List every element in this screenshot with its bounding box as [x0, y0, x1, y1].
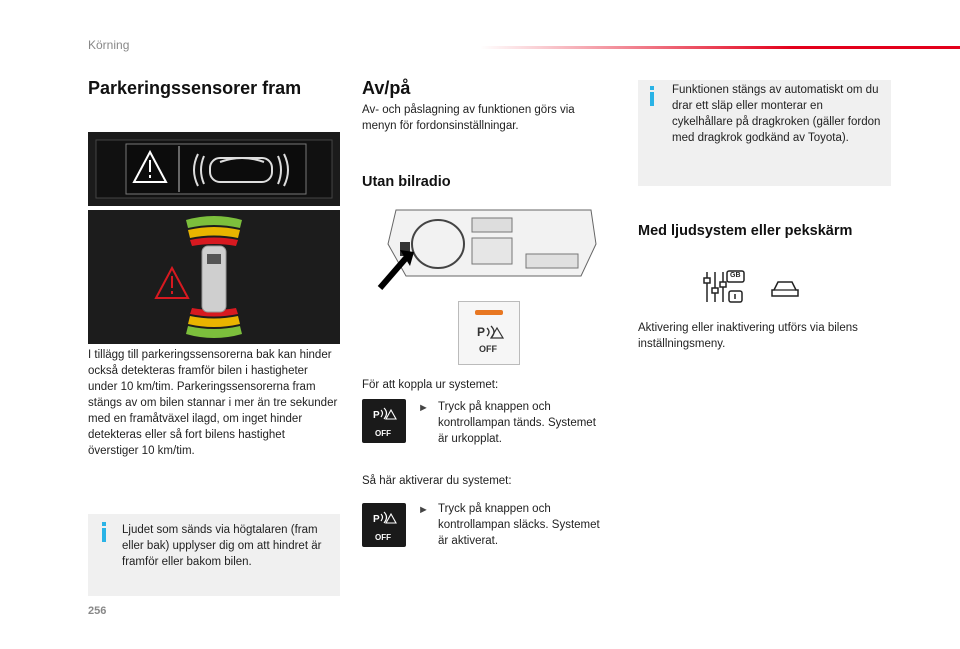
audio-paragraph: Aktivering eller inaktivering utförs via bilens inställningsmeny.	[638, 322, 858, 350]
off-label: OFF	[375, 533, 391, 542]
off-label: OFF	[479, 344, 497, 354]
park-off-button-small[interactable]	[362, 399, 406, 443]
car-icon	[770, 278, 800, 300]
dashboard-display-image	[88, 132, 340, 206]
on-off-intro: Av- och påslagning av funktionen görs via menyn för fordonsinställningar.	[362, 104, 575, 132]
disable-step-text: Tryck på knappen och kontrollampan tänds. Systemet är urkopplat.	[438, 401, 596, 445]
park-off-button-large[interactable]	[458, 301, 520, 365]
info-icon	[650, 92, 654, 106]
front-sensors-paragraph: I tillägg till parkeringssensorerna bak kan hinder också detekteras framför bilen i hastigheter under 10 km/tim. Parkeringssensorerna fram stängs av om bilen stannar i mer än tre sekunder med en framåtväxel ilagd, om inget hinder detekteras eller så fort bilens hastighet överstiger 10 km/tim.	[88, 349, 338, 457]
info-box-sound	[88, 514, 340, 596]
sensor-zones-graphic	[88, 210, 340, 344]
dashboard-graphic	[376, 204, 598, 296]
header-accent-bar	[480, 46, 960, 49]
enable-heading: Så här aktiverar du systemet:	[362, 475, 512, 487]
settings-sliders-icon	[703, 270, 745, 304]
info-sound-text: Ljudet som sänds via högtalaren (fram eller bak) upplyser dig om att hindret är framför eller bakom bilen.	[122, 524, 322, 568]
park-sensor-off-icon	[373, 407, 397, 425]
gb-label: GB	[730, 272, 741, 279]
disable-heading: För att koppla ur systemet:	[362, 379, 499, 391]
subtitle-with-audio: Med ljudsystem eller pekskärm	[638, 223, 853, 239]
enable-step-text: Tryck på knappen och kontrollampan släcks. Systemet är aktiverat.	[438, 503, 600, 547]
subtitle-no-radio: Utan bilradio	[362, 174, 451, 190]
svg-text:P: P	[373, 514, 380, 525]
svg-text:P: P	[477, 325, 486, 339]
page-number: 256	[88, 605, 107, 617]
indicator-lamp	[475, 310, 503, 315]
parking-sensor-screen-image	[88, 210, 340, 344]
svg-text:P: P	[373, 410, 380, 421]
park-sensor-off-icon	[373, 511, 397, 529]
bullet-arrow-icon: ►	[418, 402, 429, 414]
bullet-arrow-icon: ►	[418, 504, 429, 516]
info-icon	[102, 528, 106, 542]
park-off-button-small[interactable]	[362, 503, 406, 547]
info-box-trailer	[638, 80, 891, 186]
display-graphic	[88, 132, 340, 206]
title-on-off: Av/på	[362, 78, 411, 98]
title-front-sensors: Parkeringssensorer fram	[88, 78, 302, 98]
off-label: OFF	[375, 429, 391, 438]
info-trailer-text: Funktionen stängs av automatiskt om du drar ett släp eller monterar en cykelhållare på dragkroken (gäller fordon med dragkrok godkänd av Toyota).	[672, 84, 881, 144]
dashboard-illustration	[376, 204, 598, 296]
section-title: Körning	[88, 38, 130, 52]
